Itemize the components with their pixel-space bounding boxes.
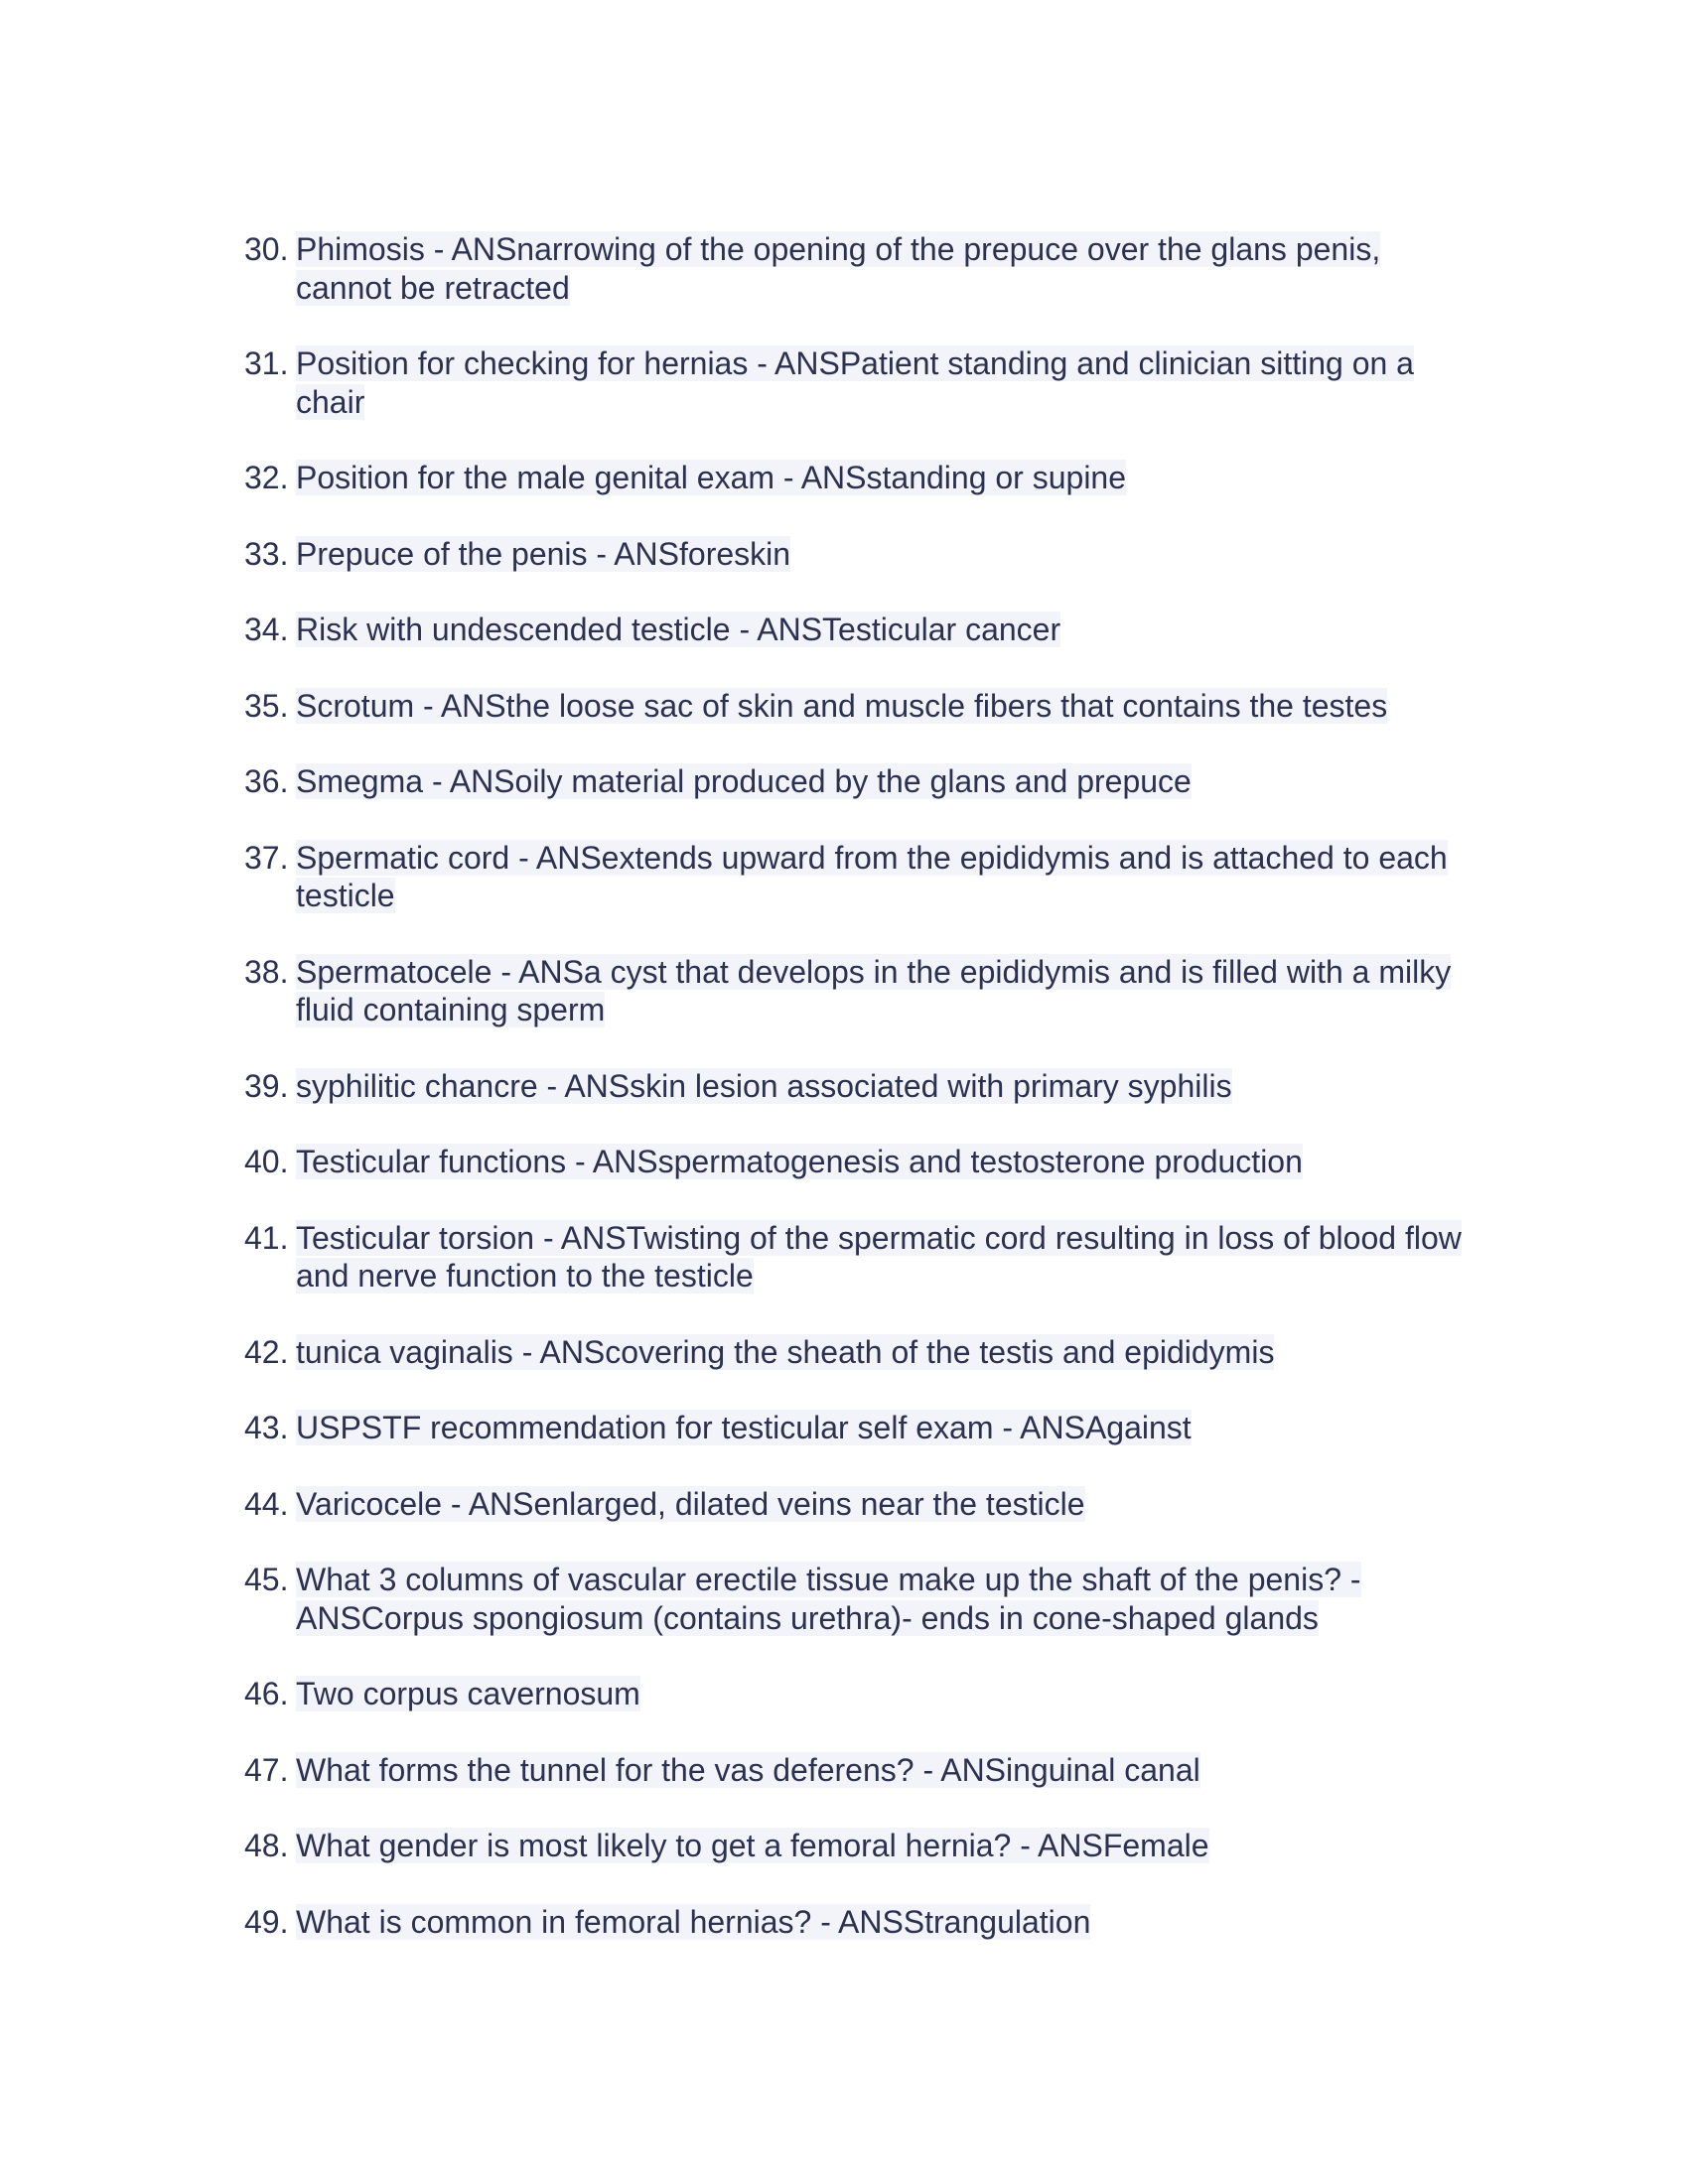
item-number: 48. — [244, 1828, 289, 1863]
item-number: 45. — [244, 1562, 289, 1597]
item-number: 37. — [244, 839, 289, 876]
item-number: 39. — [244, 1067, 289, 1104]
item-text: What is common in femoral hernias? - ANSStrangulation — [296, 1903, 1091, 1940]
list-item — [244, 953, 1476, 1029]
item-number: 31. — [244, 345, 289, 381]
list-item — [244, 1561, 1476, 1637]
list-item — [244, 839, 1476, 915]
list-item — [244, 1675, 1476, 1713]
item-number: 38. — [244, 953, 289, 990]
item-number: 40. — [244, 1144, 289, 1179]
item-text: What gender is most likely to get a femoral hernia? - ANSFemale — [296, 1828, 1209, 1863]
item-number: 46. — [244, 1676, 289, 1711]
item-text: Varicocele - ANSenlarged, dilated veins near the testicle — [296, 1485, 1085, 1522]
item-text: tunica vaginalis - ANScovering the sheath of the testis and epididymis — [296, 1333, 1275, 1370]
item-number: 30. — [244, 231, 289, 267]
item-text: Testicular functions - ANSspermatogenesis and testosterone production — [296, 1144, 1303, 1179]
list-item — [244, 687, 1476, 726]
item-number: 36. — [244, 763, 289, 799]
list-item — [244, 1067, 1476, 1106]
list-item — [244, 1219, 1476, 1296]
list-item — [244, 230, 1476, 307]
item-number: 49. — [244, 1903, 289, 1940]
item-text: Prepuce of the penis - ANSforeskin — [296, 535, 791, 572]
item-number: 34. — [244, 612, 289, 647]
list-item — [244, 1333, 1476, 1372]
qa-list — [244, 230, 1476, 1979]
item-text: USPSTF recommendation for testicular self exam - ANSAgainst — [296, 1410, 1192, 1445]
item-text: Scrotum - ANSthe loose sac of skin and muscle fibers that contains the testes — [296, 687, 1388, 724]
list-item — [244, 1143, 1476, 1181]
list-item — [244, 459, 1476, 497]
item-text: Phimosis - ANSnarrowing of the opening of the prepuce over the glans penis, cannot be retracted — [296, 231, 1381, 306]
list-item — [244, 1485, 1476, 1524]
list-item — [244, 344, 1476, 421]
list-item — [244, 611, 1476, 649]
item-text: Spermatic cord - ANSextends upward from the epididymis and is attached to each testicle — [296, 839, 1448, 913]
list-item — [244, 762, 1476, 801]
item-text: What 3 columns of vascular erectile tissue make up the shaft of the penis? - ANSCorpus spongiosum (contains urethra)- ends in cone-shaped glands — [296, 1562, 1361, 1636]
item-text: Position for checking for hernias - ANSPatient standing and clinician sitting on a chair — [296, 345, 1414, 420]
item-number: 42. — [244, 1333, 289, 1370]
item-number: 32. — [244, 460, 289, 495]
item-number: 35. — [244, 687, 289, 724]
item-number: 33. — [244, 535, 289, 572]
item-text: Testicular torsion - ANSTwisting of the spermatic cord resulting in loss of blood flow and nerve function to the testicle — [296, 1219, 1462, 1294]
list-item — [244, 1903, 1476, 1942]
list-item — [244, 1751, 1476, 1790]
item-text: Risk with undescended testicle - ANSTesticular cancer — [296, 612, 1061, 647]
item-number: 44. — [244, 1485, 289, 1522]
item-text: Position for the male genital exam - ANSstanding or supine — [296, 460, 1127, 495]
item-number: 43. — [244, 1410, 289, 1445]
item-text: syphilitic chancre - ANSskin lesion associated with primary syphilis — [296, 1067, 1232, 1104]
list-item — [244, 1827, 1476, 1865]
list-item — [244, 1409, 1476, 1447]
item-number: 47. — [244, 1751, 289, 1788]
item-text: Two corpus cavernosum — [296, 1676, 640, 1711]
list-item — [244, 535, 1476, 574]
item-text: Spermatocele - ANSa cyst that develops in the epididymis and is filled with a milky fluid containing sperm — [296, 953, 1452, 1027]
item-text: Smegma - ANSoily material produced by the glans and prepuce — [296, 763, 1192, 799]
item-text: What forms the tunnel for the vas deferens? - ANSinguinal canal — [296, 1751, 1200, 1788]
item-number: 41. — [244, 1219, 289, 1256]
